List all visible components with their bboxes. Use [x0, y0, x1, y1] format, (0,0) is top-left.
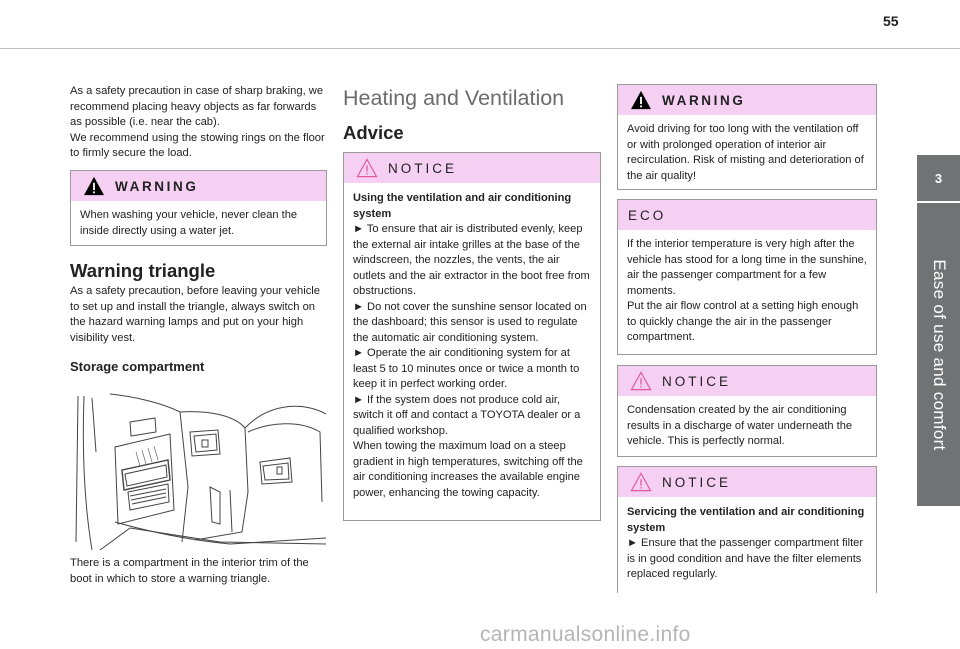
warning-text: When washing your vehicle, never clean the inside directly using a water jet.	[80, 209, 298, 237]
warning-triangle-icon	[83, 176, 105, 196]
chapter-tab[interactable]	[917, 203, 960, 506]
notice-label: NOTICE	[388, 160, 458, 176]
notice-box-header	[618, 366, 876, 396]
warning-box-header	[71, 171, 326, 201]
section-title-warning-triangle: Warning triangle	[70, 260, 216, 281]
notice-heading: Using the ventilation and air conditioning system	[353, 192, 572, 220]
warning-box-washing	[70, 170, 327, 246]
load-intro-text: As a safety precaution in case of sharp braking, we recommend placing heavy objects as far forwards as possible (i.e. near the cab). We recommend using the stowing rings on the floor to firmly secure the load.	[70, 85, 325, 160]
chapter-tab-number[interactable]: 3	[917, 155, 960, 201]
eco-box-header	[618, 200, 876, 230]
subsection-title-storage: Storage compartment	[70, 359, 205, 374]
warning-triangle-text: As a safety precaution, before leaving your vehicle to set up and install the triangle, always switch on the hazard warning lamps and put on your high visibility vest.	[70, 285, 320, 344]
watermark: carmanualsonline.info	[480, 623, 691, 646]
notice-box-header	[344, 153, 600, 183]
section-title-heating: Heating and Ventilation	[343, 86, 565, 110]
notice-label: NOTICE	[662, 373, 732, 389]
eco-text: If the interior temperature is very high after the vehicle has stood for a long time in the sunshine, air the passenger compartment for a few moments. Put the air flow control at a setting high enough to quickly change the air in the passenger compartment.	[627, 238, 867, 343]
warning-triangle-icon	[630, 90, 652, 110]
header-rule	[0, 48, 960, 49]
warning-box-header	[618, 85, 876, 115]
notice-text: ► To ensure that air is distributed evenly, keep the external air intake grilles at the base of the windscreen, the nozzles, the vents, the air outlets and the air extractor in the boot free from obstructions. ► Do not cover the sunshine sensor located on the dashboard; this sensor is used to regulate the automatic air conditioning system. ► Operate the air conditioning system for at least 5 to 10 minutes once or twice a month to keep it in perfect working order. ► If the system does not produce cold air, switch it off and contact a TOYOTA dealer or a qualified workshop. When towing the maximum load on a steep gradient in high temperatures, switching off the air conditioning increases the available engine power, enhancing the towing capacity.	[353, 223, 590, 499]
notice-triangle-icon	[356, 158, 378, 178]
warning-box-recirculation	[617, 84, 877, 190]
notice-box-condensation	[617, 365, 877, 457]
subsection-title-advice: Advice	[343, 122, 404, 143]
notice-heading: Servicing the ventilation and air conditioning system	[627, 506, 865, 534]
warning-label: WARNING	[662, 92, 746, 108]
page-number: 55	[883, 13, 899, 29]
warning-label: WARNING	[115, 178, 199, 194]
notice-triangle-icon	[630, 472, 652, 492]
notice-label: NOTICE	[662, 474, 732, 490]
notice-box-servicing	[617, 466, 877, 593]
notice-box-header	[618, 467, 876, 497]
notice-triangle-icon	[630, 371, 652, 391]
notice-text: ► Ensure that the passenger compartment filter is in good condition and have the filter elements replaced regularly.	[627, 537, 864, 580]
eco-box	[617, 199, 877, 355]
warning-text: Avoid driving for too long with the ventilation off or with prolonged operation of interior air recirculation. Risk of misting and deterioration of the air quality!	[627, 123, 864, 182]
storage-caption: There is a compartment in the interior trim of the boot in which to store a warning triangle.	[70, 557, 309, 585]
notice-text: Condensation created by the air conditioning results in a discharge of water underneath the vehicle. This is perfectly normal.	[627, 404, 853, 447]
eco-label: ECO	[628, 207, 667, 223]
chapter-title: Ease of use and comfort	[929, 258, 949, 451]
storage-compartment-illustration	[70, 392, 326, 552]
notice-box-ventilation	[343, 152, 601, 521]
